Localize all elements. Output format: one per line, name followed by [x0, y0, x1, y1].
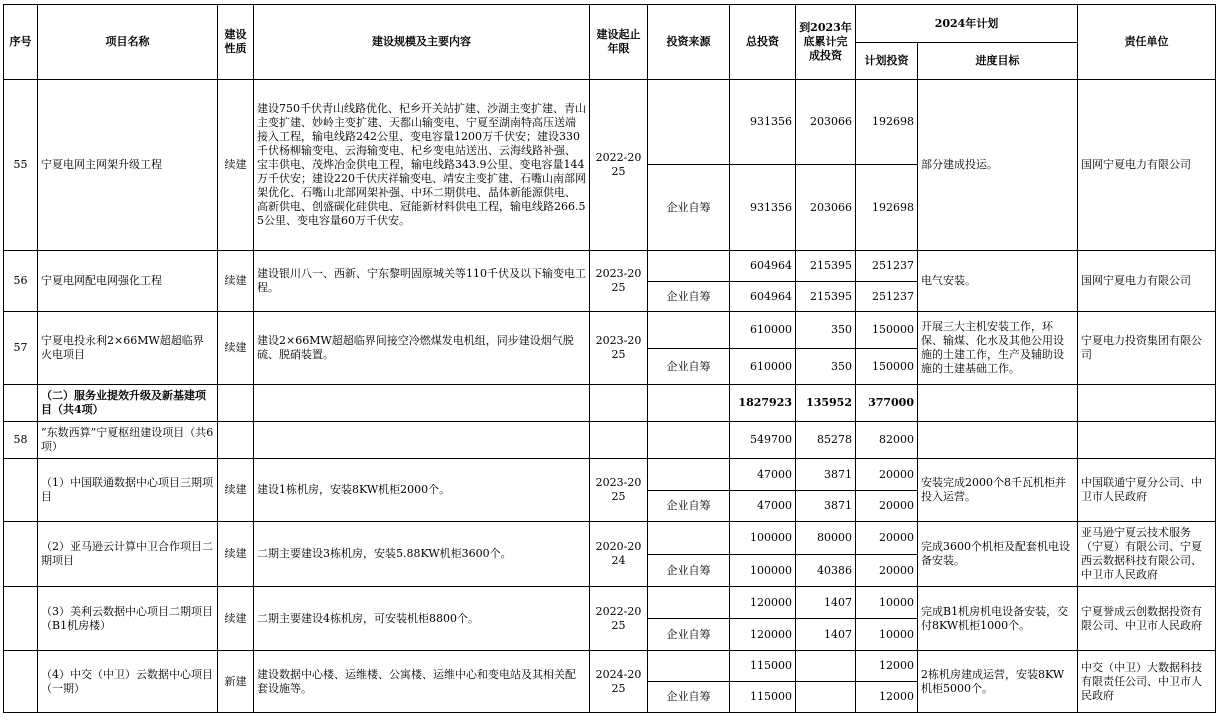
header-seq: 序号: [4, 5, 38, 80]
row-cumulative: 350: [796, 312, 856, 349]
row-period: 2022-2025: [590, 587, 648, 651]
row-source: 企业自筹: [648, 555, 730, 587]
row-source: 企业自筹: [648, 619, 730, 651]
row-total: 115000: [730, 682, 796, 713]
row-plan: 12000: [856, 651, 918, 682]
row-nature: 续建: [218, 522, 254, 587]
row-scale: 二期主要建设3栋机房，安装5.88KW机柜3600个。: [254, 522, 590, 587]
row-project-name: （3）美利云数据中心项目二期项目（B1机房楼）: [38, 587, 218, 651]
row-scale: 建设2×66MW超超临界间接空冷燃煤发电机组，同步建设烟气脱硫、脱硝装置。: [254, 312, 590, 385]
row-nature: 续建: [218, 80, 254, 251]
row-unit: 亚马逊宁夏云技术服务（宁夏）有限公司、宁夏西云数据科技有限公司、中卫市人民政府: [1078, 522, 1216, 587]
row-cumulative: 85278: [796, 422, 856, 459]
header-period: 建设起止年限: [590, 5, 648, 80]
row-source: 企业自筹: [648, 282, 730, 312]
table-row: [4, 587, 1216, 619]
row-unit: 中国联通宁夏分公司、中卫市人民政府: [1078, 459, 1216, 522]
row-period: 2023-2025: [590, 312, 648, 385]
row-plan: 251237: [856, 251, 918, 282]
row-source: 企业自筹: [648, 165, 730, 251]
row-cumulative: 350: [796, 349, 856, 385]
row-source: [648, 80, 730, 165]
row-nature: 续建: [218, 251, 254, 312]
row-cumulative: 40386: [796, 555, 856, 587]
row-progress: 完成B1机房机电设备安装，交付8KW机柜1000个。: [918, 587, 1078, 651]
section-cumulative: 135952: [796, 385, 856, 422]
section-title: （二）服务业提效升级及新基建项目（共4项）: [38, 385, 218, 422]
row-source: [648, 251, 730, 282]
row-plan: 10000: [856, 619, 918, 651]
row-scale: 建设750千伏青山线路优化、杞乡开关站扩建、沙湖主变扩建、青山主变扩建、妙岭主变扩建、天都山输变电、宁夏至湖南特高压送端接入工程，输电线路242公里、变电容量1200万千伏安；建设330千伏杨柳输变电、云海输变电、杞乡变电站送出、云海线路补强、宝丰供电、茂烨冶金供电工程，输电线路343.9公里、变电容量144万千伏安；建设220千伏庆祥输变电、靖安主变扩建、石嘴山南部网架优化、石嘴山北部网架补强、中环二期供电、晶体新能源供电、高新供电、创盛碳化硅供电、冠能新材料供电工程，输电线路266.55公里、变电容量60万千伏安。: [254, 80, 590, 251]
row-cumulative: 3871: [796, 459, 856, 491]
row-seq: 58: [4, 422, 38, 459]
row-total: 115000: [730, 651, 796, 682]
row-plan: 10000: [856, 587, 918, 619]
row-source: [648, 459, 730, 491]
row-total: 931356: [730, 165, 796, 251]
header-plan-invest: 计划投资: [856, 43, 918, 80]
row-scale: 建设数据中心楼、运维楼、公寓楼、运维中心和变电站及其相关配套设施等。: [254, 651, 590, 713]
row-progress: 安装完成2000个8千瓦机柜并投入运营。: [918, 459, 1078, 522]
row-plan: 20000: [856, 522, 918, 555]
section-row: [4, 385, 1216, 422]
header-progress: 进度目标: [918, 43, 1078, 80]
row-plan: 192698: [856, 80, 918, 165]
header-unit: 责任单位: [1078, 5, 1216, 80]
row-project-name: 宁夏电网配电网强化工程: [38, 251, 218, 312]
row-unit: 国网宁夏电力有限公司: [1078, 80, 1216, 251]
row-project-name: （1）中国联通数据中心项目三期项目: [38, 459, 218, 522]
header-project-name: 项目名称: [38, 5, 218, 80]
table-row: [4, 651, 1216, 682]
row-period: 2022-2025: [590, 80, 648, 251]
row-total: 47000: [730, 491, 796, 522]
row-unit: 国网宁夏电力有限公司: [1078, 251, 1216, 312]
row-cumulative: 203066: [796, 165, 856, 251]
row-seq: 57: [4, 312, 38, 385]
table-row: [4, 422, 1216, 459]
row-plan: 20000: [856, 459, 918, 491]
section-total: 1827923: [730, 385, 796, 422]
row-period: 2023-2025: [590, 459, 648, 522]
row-total: 604964: [730, 251, 796, 282]
row-nature: 新建: [218, 651, 254, 713]
row-total: 100000: [730, 555, 796, 587]
row-cumulative: 203066: [796, 80, 856, 165]
row-nature: 续建: [218, 587, 254, 651]
header-source: 投资来源: [648, 5, 730, 80]
row-period: 2023-2025: [590, 251, 648, 312]
row-nature: 续建: [218, 459, 254, 522]
row-scale: 建设1栋机房，安装8KW机柜2000个。: [254, 459, 590, 522]
row-plan: 82000: [856, 422, 918, 459]
row-plan: 20000: [856, 491, 918, 522]
table-row: [4, 459, 1216, 491]
row-nature: 续建: [218, 312, 254, 385]
row-project-name: 宁夏电投永利2×66MW超超临界火电项目: [38, 312, 218, 385]
row-total: 931356: [730, 80, 796, 165]
row-progress: 完成3600个机柜及配套机电设备安装。: [918, 522, 1078, 587]
row-source: 企业自筹: [648, 682, 730, 713]
row-progress: 开展三大主机安装工作，环保、输煤、化水及其他公用设施的土建工作，生产及辅助设施的土建基础工作。: [918, 312, 1078, 385]
row-scale: 二期主要建设4栋机房，可安装机柜8800个。: [254, 587, 590, 651]
investment-plan-table: [3, 4, 1216, 713]
row-total: 100000: [730, 522, 796, 555]
row-plan: 251237: [856, 282, 918, 312]
row-project-name: 宁夏电网主网架升级工程: [38, 80, 218, 251]
row-total: 120000: [730, 619, 796, 651]
row-plan: 192698: [856, 165, 918, 251]
table-row: [4, 522, 1216, 555]
row-progress: 电气安装。: [918, 251, 1078, 312]
row-source: 企业自筹: [648, 349, 730, 385]
header-nature: 建设性质: [218, 5, 254, 80]
header-plan-2024: 2024年计划: [856, 5, 1078, 43]
row-period: 2024-2025: [590, 651, 648, 713]
row-progress: 2栋机房建成运营，安装8KW机柜5000个。: [918, 651, 1078, 713]
row-seq: 55: [4, 80, 38, 251]
row-cumulative: 215395: [796, 282, 856, 312]
table-row: [4, 80, 1216, 165]
row-source: [648, 312, 730, 349]
row-cumulative: 1407: [796, 587, 856, 619]
row-project-name: （4）中交（中卫）云数据中心项目（一期）: [38, 651, 218, 713]
row-plan: 12000: [856, 682, 918, 713]
row-plan: 20000: [856, 555, 918, 587]
row-total: 47000: [730, 459, 796, 491]
header-total: 总投资: [730, 5, 796, 80]
row-unit: 宁夏电力投资集团有限公司: [1078, 312, 1216, 385]
row-cumulative: [796, 682, 856, 713]
row-unit: 中交（中卫）大数据科技有限责任公司、中卫市人民政府: [1078, 651, 1216, 713]
row-cumulative: 3871: [796, 491, 856, 522]
row-project-name: “东数西算”宁夏枢纽建设项目（共6项）: [38, 422, 218, 459]
row-total: 610000: [730, 349, 796, 385]
row-seq: 56: [4, 251, 38, 312]
row-total: 604964: [730, 282, 796, 312]
row-total: 549700: [730, 422, 796, 459]
row-plan: 150000: [856, 312, 918, 349]
row-progress: 部分建成投运。: [918, 80, 1078, 251]
row-cumulative: 80000: [796, 522, 856, 555]
header-cumulative: 到2023年底累计完成投资: [796, 5, 856, 80]
section-plan: 377000: [856, 385, 918, 422]
row-period: 2020-2024: [590, 522, 648, 587]
row-scale: 建设银川八一、西新、宁东黎明固原城关等110千伏及以下输变电工程。: [254, 251, 590, 312]
row-source: [648, 587, 730, 619]
table-row: [4, 312, 1216, 349]
row-source: 企业自筹: [648, 491, 730, 522]
row-cumulative: 1407: [796, 619, 856, 651]
row-total: 120000: [730, 587, 796, 619]
row-cumulative: 215395: [796, 251, 856, 282]
row-total: 610000: [730, 312, 796, 349]
row-plan: 150000: [856, 349, 918, 385]
row-unit: 宁夏誉成云创数据投资有限公司、中卫市人民政府: [1078, 587, 1216, 651]
header-scale: 建设规模及主要内容: [254, 5, 590, 80]
row-cumulative: [796, 651, 856, 682]
row-source: [648, 522, 730, 555]
row-source: [648, 651, 730, 682]
table-row: [4, 251, 1216, 282]
row-project-name: （2）亚马逊云计算中卫合作项目二期项目: [38, 522, 218, 587]
